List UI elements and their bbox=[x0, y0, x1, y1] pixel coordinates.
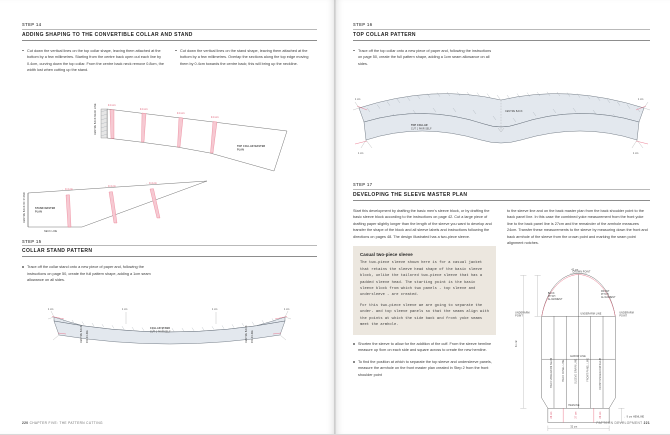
right-footer-text: PATTERN DEVELOPMENT bbox=[596, 421, 643, 425]
step-15-column-right bbox=[175, 264, 317, 289]
step-16-column-left bbox=[353, 48, 496, 73]
piece-sub-label: CUT 1 PAIR SELF bbox=[150, 331, 171, 334]
dimension-label: 27 cm bbox=[575, 411, 578, 419]
centre-back-hatch bbox=[101, 109, 107, 138]
seam-allowance-label: 1 cm bbox=[212, 308, 218, 311]
seam-allowance-label: 1 cm bbox=[284, 308, 290, 311]
step-17-title: DEVELOPING THE SLEEVE MASTER PLAN bbox=[353, 190, 650, 201]
panel-label: FRONT PANEL LINE bbox=[587, 357, 590, 382]
spread-label: 0.4 cm bbox=[140, 108, 148, 111]
callout-title: Casual two-piece sleeve bbox=[360, 252, 413, 258]
right-page-footer bbox=[596, 421, 650, 425]
step-14-title: ADDING SHAPING TO THE CONVERTIBLE COLLAR AND STAND bbox=[22, 30, 317, 41]
spread-label: ← 0.4 cm bbox=[146, 182, 157, 185]
list-item: Trace off the collar stand onto a new piece of paper and, following the instructions on page 50, create the full pattern shape, adding a 1cm seam allowance on all sides. bbox=[22, 264, 164, 284]
panel-label: BACK UNDERARM SEAM bbox=[550, 357, 553, 388]
edge-label: CENTRE BACK OF STAND bbox=[24, 191, 26, 223]
spread-label: 0.4 cm bbox=[211, 116, 219, 119]
piece-label: TOP COLLAR MASTER bbox=[237, 144, 266, 148]
sleeve-master-plan-svg bbox=[507, 253, 650, 432]
step-15-number: STEP 15 bbox=[22, 239, 317, 247]
step-14-column-right bbox=[175, 48, 317, 79]
dimension-label: 61 cm bbox=[516, 339, 519, 347]
spread-label: 0.4 cm bbox=[108, 104, 116, 107]
seam-allowance-label: 1 cm bbox=[355, 99, 361, 102]
edge-label: CENTRE BACK bbox=[81, 324, 83, 343]
point-label: UNDERARM bbox=[515, 311, 530, 314]
left-page bbox=[0, 0, 335, 434]
collar-stand-pattern-svg bbox=[22, 299, 317, 369]
seam-allowance-label: 1 cm bbox=[48, 308, 54, 311]
list-item: Cut down the vertical lines on the stand shape, leaving them attached at the bottom by a few millimetres. Overlap the sections along the top edge moving them by 0.4cm towards the centre back; this will bring up the neckline. bbox=[175, 48, 317, 68]
edge-label: CENTRE BACK bbox=[246, 324, 248, 343]
callout-paragraph: The two-piece sleeve shown here is for a casual jacket that retains the sleeve head shape of the basic sleeve block, unlike the tailored two-piece sleeve that has a padded sleeve head. The starting point is the basic sleeve block from which two panels - top sleeve and undersleeve - are created. bbox=[360, 261, 483, 298]
top-collar-pattern-svg bbox=[353, 78, 650, 178]
step-14-bullets-left bbox=[22, 48, 164, 74]
edge-label: FOLD LINE bbox=[87, 329, 89, 343]
spread-label: ← 0.4 cm bbox=[105, 185, 116, 188]
edge-label: CENTRE BACK NECK LINE bbox=[95, 102, 97, 135]
step-15-title: COLLAR STAND PATTERN bbox=[22, 246, 317, 257]
seam-allowance-label: 1 cm bbox=[122, 308, 128, 311]
step-16-columns bbox=[353, 48, 650, 73]
page-gutter bbox=[334, 0, 336, 434]
point-label: FRONT bbox=[600, 290, 610, 293]
point-label: HEMLINE bbox=[568, 404, 580, 407]
step-16-column-right bbox=[507, 48, 650, 73]
spread-label: ← 0.4 cm bbox=[62, 188, 73, 191]
figure-top-collar-slash bbox=[22, 85, 317, 235]
point-label: UNDERARM LINE bbox=[580, 312, 602, 315]
right-page bbox=[335, 0, 670, 434]
seam-allowance-label: 1 cm bbox=[358, 153, 364, 156]
point-label: POINT bbox=[515, 314, 523, 317]
piece-label: COLLAR STAND bbox=[150, 326, 171, 330]
panel-label: FRONT UNDERARM SEAM bbox=[599, 357, 602, 390]
step-14-column-left bbox=[22, 48, 164, 79]
dimension-label: ← 9 cm HEMLINE bbox=[623, 416, 645, 419]
callout-casual-two-piece-sleeve bbox=[353, 246, 496, 335]
piece-label: PLAN bbox=[237, 148, 244, 152]
point-label: PITCH bbox=[600, 293, 609, 296]
step-15-bullets bbox=[22, 264, 164, 284]
step-17-column-left bbox=[353, 208, 496, 435]
seam-allowance-label: 1 cm bbox=[633, 153, 639, 156]
point-label: PITCH bbox=[547, 295, 556, 298]
point-label: ALIGNMENT bbox=[547, 298, 563, 301]
panel-label: SLEEVE GRAIN LINE bbox=[575, 358, 578, 384]
point-label: CROWN POINT bbox=[572, 271, 591, 274]
step-14-bullets-right bbox=[175, 48, 317, 68]
step-17-intro-paragraph: Start this development by drafting the basic men's sleeve block, or by drafting the basic sleeve block according to the instructions on page 42. Cut a large piece of drafting paper slightly longer than the length of the sleeve you want to develop and transfer the shape of the block and all sleeve labels and instructions following the directions on pages 48. The design illustrated has a two-piece sleeve. bbox=[353, 208, 492, 239]
piece-label: PLAN bbox=[35, 210, 42, 214]
step-17-column-right bbox=[507, 208, 650, 435]
centre-back-label: CENTRE BACK bbox=[505, 111, 523, 114]
point-label: ELBOW LINE bbox=[570, 355, 586, 358]
point-label: POINT bbox=[619, 314, 628, 317]
step-17-continuation-paragraph: to the sleeve line and on the back master plan from the back shoulder point to the back panel line. In this case the combined yoke measurement from the front yoke line to the back panel line is 27cm and the remainder of the armhole measures 24cm. Transfer these measurements to the sleeve by measuring down the front and back armhole of the sleeve from the crown point and marking the seam point alignment notches. bbox=[507, 208, 648, 246]
left-footer-text: CHAPTER FIVE: THE PATTERN CUTTING bbox=[29, 421, 103, 425]
piece-label: STAND MASTER bbox=[35, 206, 56, 210]
dimension-label: 24 cm bbox=[599, 411, 602, 419]
piece-label: TOP COLLAR bbox=[411, 124, 428, 128]
piece-sub-label: CUT 1 PAIR SELF bbox=[411, 128, 432, 131]
top-collar-slash-svg bbox=[22, 85, 317, 235]
step-17-columns bbox=[353, 208, 650, 435]
figure-sleeve-master-plan bbox=[507, 253, 650, 432]
step-14-number: STEP 14 bbox=[22, 22, 317, 30]
callout-paragraph: For this two-piece sleeve we are going to separate the under- and top sleeve panels so that the seams align with the points at which the side back and front yoke seams meet the armhole. bbox=[360, 303, 489, 328]
spread-label: 0.4 cm bbox=[177, 112, 185, 115]
figure-top-collar-pattern bbox=[353, 78, 650, 178]
step-17-bullets bbox=[353, 341, 496, 379]
step-14-header bbox=[22, 22, 317, 41]
list-item: Cut down the vertical lines on the top collar shape, leaving them attached at the bottom by a few millimetres. Starting from the centre back open out each line by 0.4cm, curving down the top collar. From the centre back neck remove 0.8cm, the width lost when cutting up the stand. bbox=[22, 48, 164, 74]
step-16-number: STEP 16 bbox=[353, 22, 650, 30]
step-16-bullets bbox=[353, 48, 496, 68]
edge-label: FOLD LINE bbox=[252, 329, 254, 343]
dimension-label: 24 cm bbox=[550, 411, 553, 419]
seam-allowance-label: 1 cm bbox=[638, 99, 644, 102]
right-page-number: 221 bbox=[643, 421, 650, 425]
left-page-footer bbox=[22, 421, 103, 425]
edge-label: NECK LINE bbox=[44, 230, 58, 233]
step-15-column-left bbox=[22, 264, 164, 289]
step-16-header bbox=[353, 22, 650, 41]
step-15-header bbox=[22, 239, 317, 258]
left-page-number: 220 bbox=[22, 421, 29, 425]
dimension-label: 42 cm bbox=[571, 269, 579, 272]
point-label: BACK bbox=[547, 292, 555, 295]
list-item: Shorten the sleeve to allow for the addition of the cuff. From the sleeve hemline measure up 9cm on each side and square across to create the new hemline. bbox=[353, 341, 496, 354]
list-item: Trace off the top collar onto a new piece of paper and, following the instructions on page 50, create the full pattern shape, adding a 1cm seam allowance on all sides. bbox=[353, 48, 496, 68]
dimension-label: 32 cm bbox=[570, 426, 578, 429]
panel-label: BACK PANEL LINE bbox=[563, 359, 566, 382]
point-label: UNDERARM bbox=[619, 311, 634, 314]
figure-collar-stand-pattern bbox=[22, 299, 317, 369]
step-17-header bbox=[353, 182, 650, 201]
point-label: ALIGNMENT bbox=[600, 296, 616, 299]
step-16-title: TOP COLLAR PATTERN bbox=[353, 30, 650, 41]
step-15-columns bbox=[22, 264, 317, 289]
step-17-number: STEP 17 bbox=[353, 182, 650, 190]
step-14-columns bbox=[22, 48, 317, 79]
list-item: To find the position at which to separate the top sleeve and undersleeve panels, measure the armhole on the front master plan created in Step 2 from the front shoulder point bbox=[353, 359, 496, 379]
